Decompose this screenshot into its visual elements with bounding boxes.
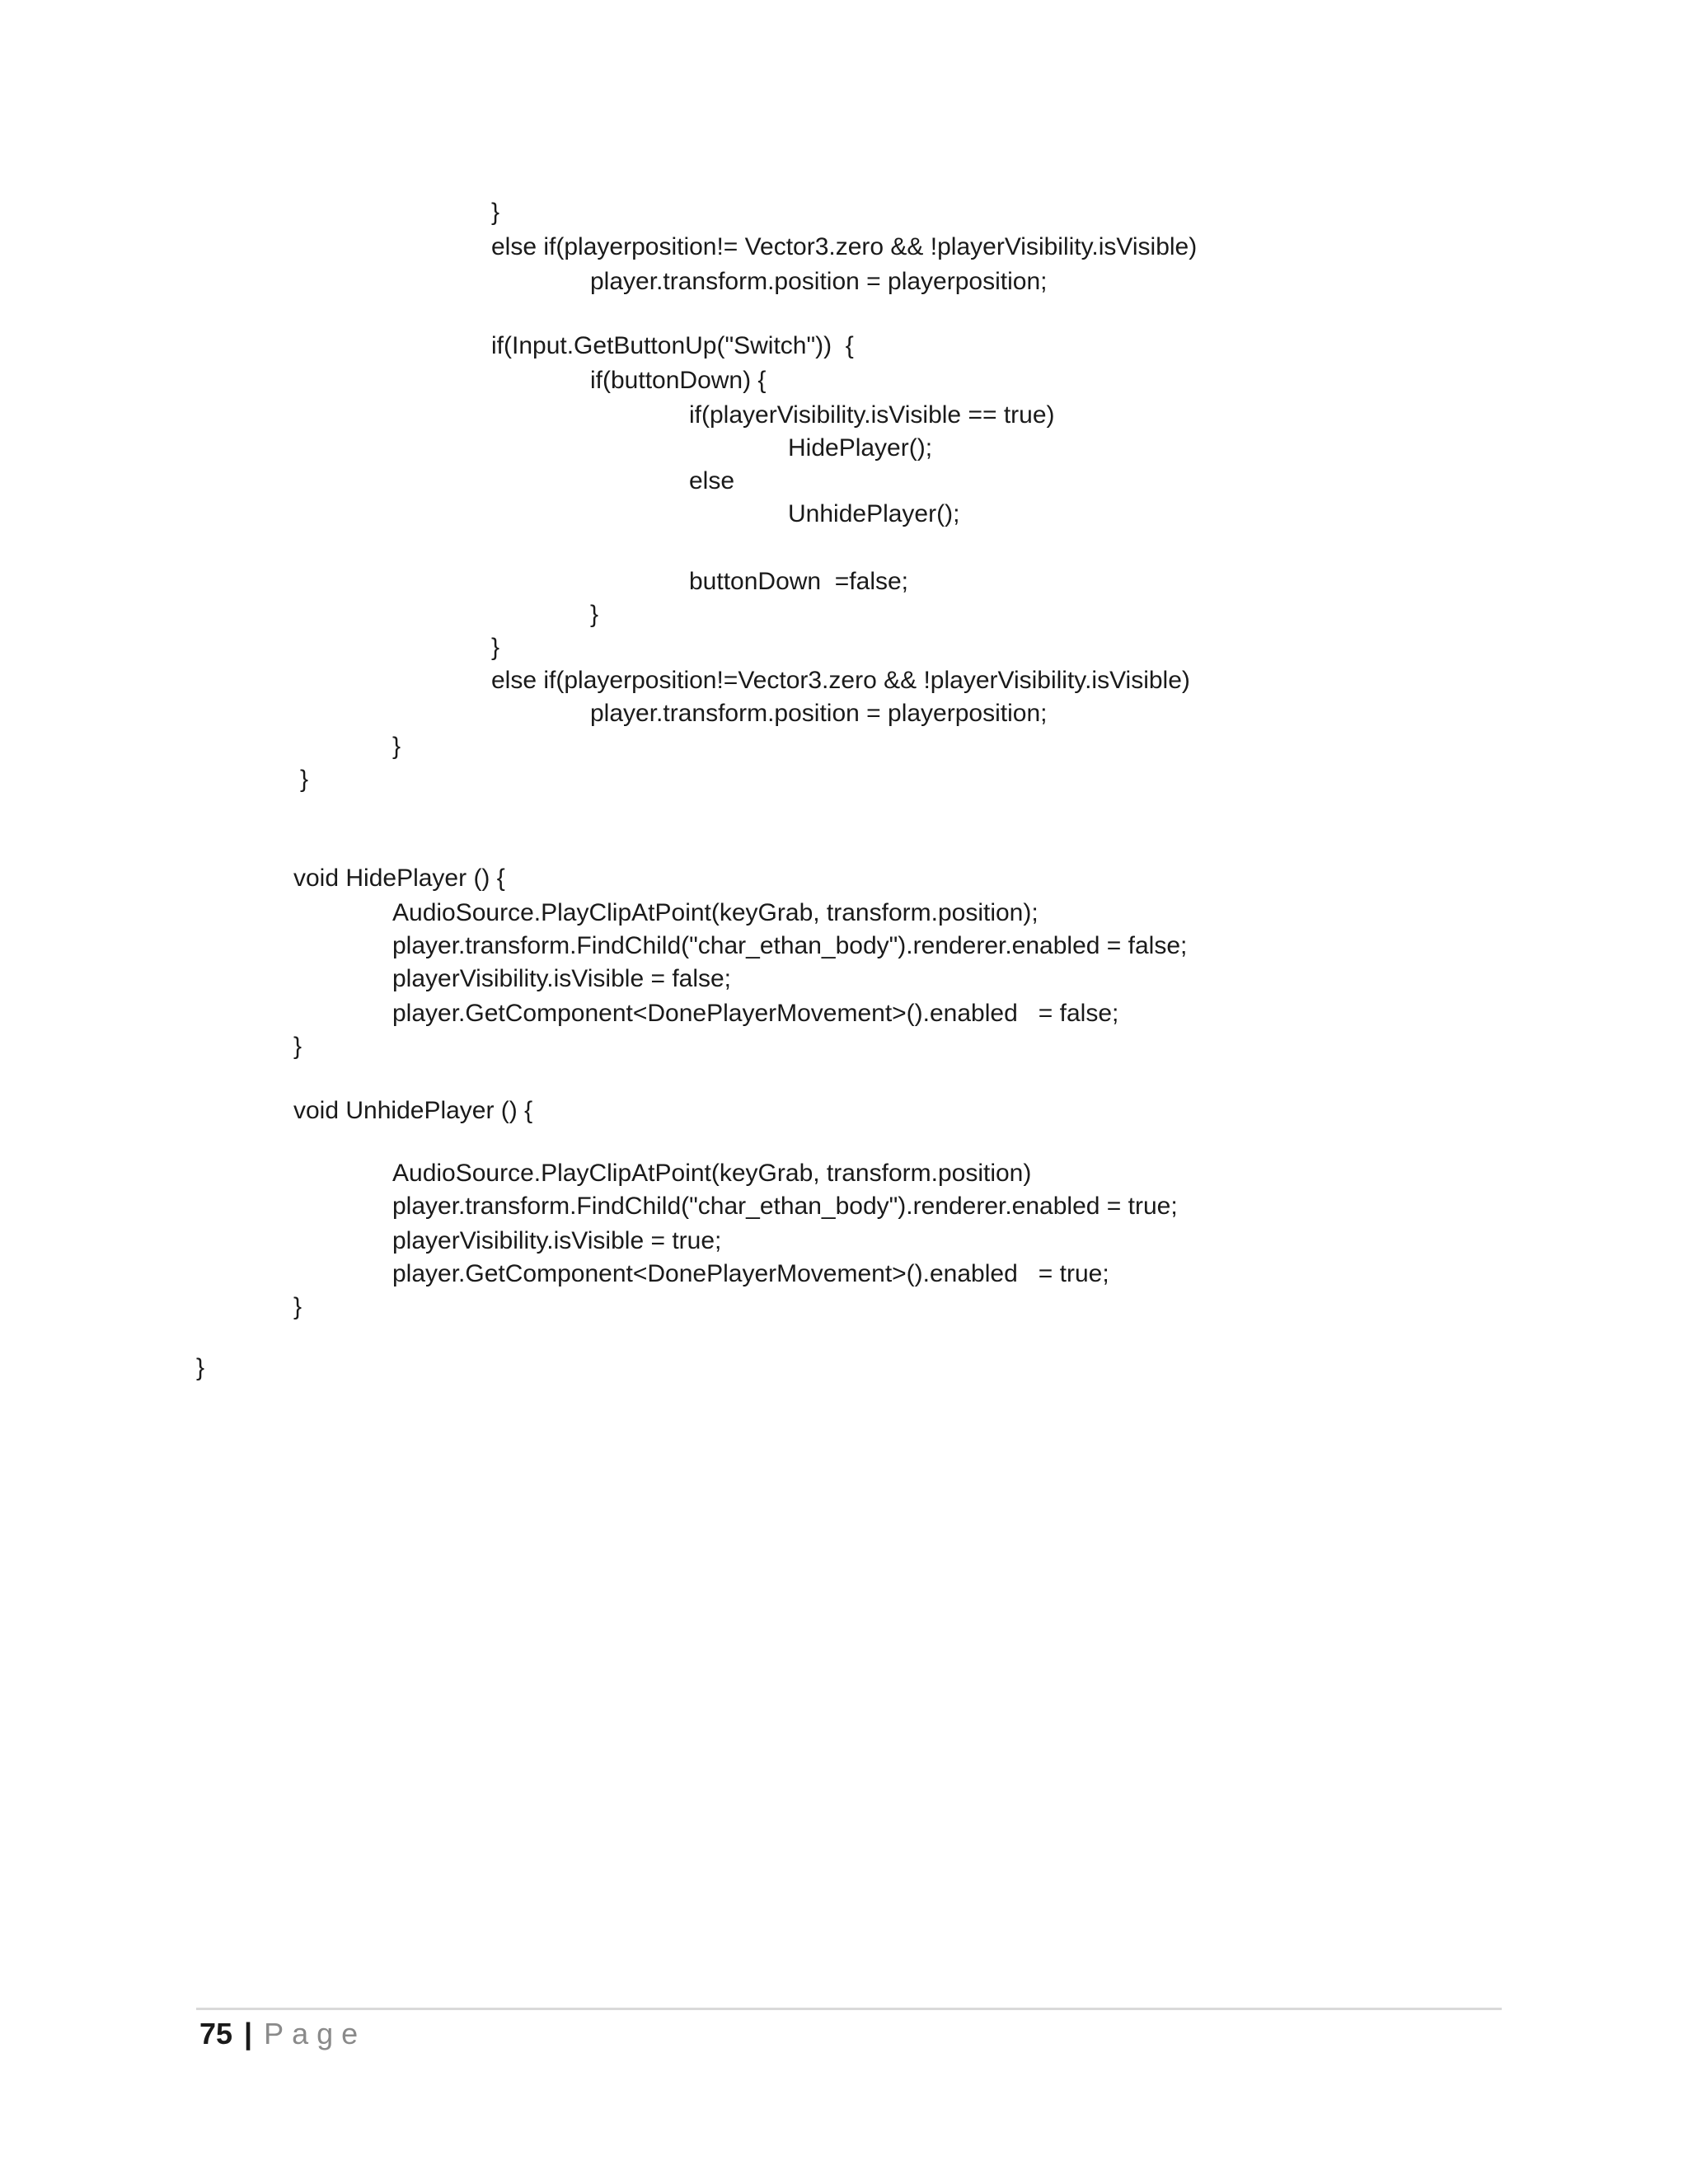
code-line: player.transform.position = playerposition; [590, 268, 1048, 295]
code-line: } [293, 1033, 302, 1060]
footer-separator: | [244, 2017, 253, 2050]
code-line: } [300, 766, 309, 793]
code-line: } [392, 733, 401, 760]
page-number: 75 [199, 2017, 233, 2050]
code-line: AudioSource.PlayClipAtPoint(keyGrab, transform.position) [392, 1160, 1032, 1187]
code-line: player.transform.position = playerposition; [590, 700, 1048, 727]
code-line: playerVisibility.isVisible = false; [392, 965, 732, 992]
code-line: player.transform.FindChild("char_ethan_body").renderer.enabled = true; [392, 1193, 1178, 1220]
page-label: Page [264, 2017, 367, 2050]
code-line: else if(playerposition!=Vector3.zero && !playerVisibility.isVisible) [491, 667, 1190, 694]
code-line: playerVisibility.isVisible = true; [392, 1227, 722, 1254]
code-line: void HidePlayer () { [293, 865, 505, 892]
code-line: UnhidePlayer(); [788, 500, 960, 527]
code-line: else if(playerposition!= Vector3.zero && !playerVisibility.isVisible) [491, 233, 1198, 260]
code-line: player.GetComponent<DonePlayerMovement>().enabled = true; [392, 1260, 1109, 1287]
code-line: } [491, 634, 500, 661]
code-line: if(playerVisibility.isVisible == true) [689, 401, 1055, 429]
code-line: player.transform.FindChild("char_ethan_body").renderer.enabled = false; [392, 932, 1188, 959]
footer-divider [196, 2008, 1502, 2010]
code-line: buttonDown =false; [689, 568, 909, 595]
code-line: if(Input.GetButtonUp("Switch")) { [491, 332, 854, 359]
code-line: else [689, 467, 735, 494]
code-line: if(buttonDown) { [590, 367, 767, 394]
code-line: player.GetComponent<DonePlayerMovement>().enabled = false; [392, 1000, 1119, 1027]
code-line: void UnhidePlayer () { [293, 1097, 533, 1124]
code-line: HidePlayer(); [788, 434, 933, 462]
code-line: } [293, 1293, 302, 1320]
code-line: AudioSource.PlayClipAtPoint(keyGrab, transform.position); [392, 899, 1039, 926]
code-line: } [491, 199, 500, 226]
code-line: } [590, 601, 599, 628]
page-footer [199, 2013, 366, 2055]
code-line: } [196, 1354, 205, 1381]
